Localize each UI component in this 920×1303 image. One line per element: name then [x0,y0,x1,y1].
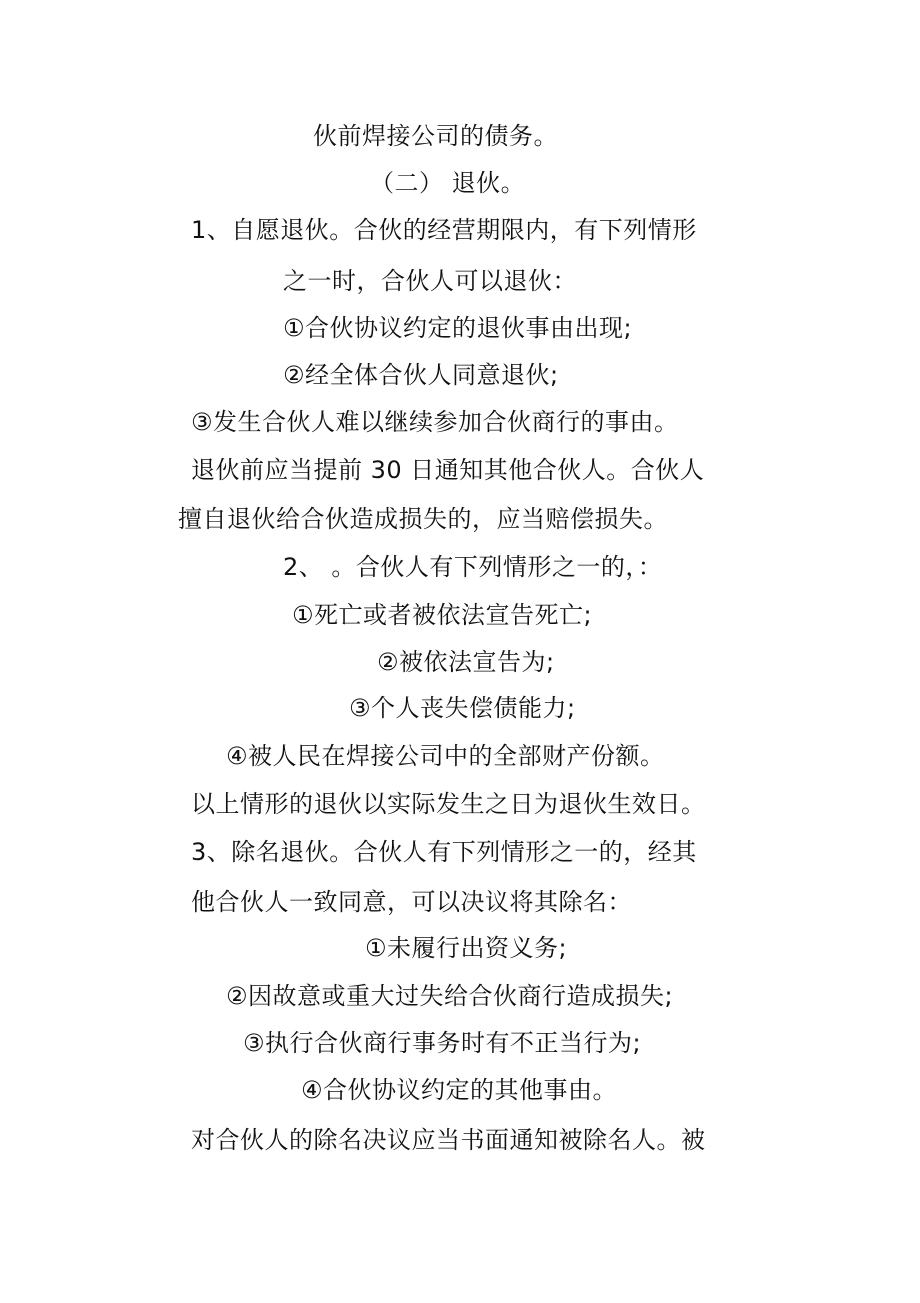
section-heading: （二） 退伙。 [370,169,526,197]
text-line: 对合伙人的除名决议应当书面通知被除名人。被 [191,1126,706,1154]
text-line: 之一时，合伙人可以退伙： [283,267,577,295]
list-item: ②被依法宣告为; [377,648,555,676]
list-item: ①未履行出资义务; [365,934,568,962]
text-line: 以上情形的退伙以实际发生之日为退伙生效日。 [191,790,706,818]
text-line: 退伙前应当提前 30 日通知其他合伙人。合伙人 [191,456,705,484]
list-item: ①死亡或者被依法宣告死亡; [292,601,593,629]
list-item: ③执行合伙商行事务时有不正当行为; [243,1029,642,1057]
list-item: ④合伙协议约定的其他事由。 [301,1076,618,1104]
list-item: ①合伙协议约定的退伙事由出现; [283,314,633,342]
text-line: 擅自退伙给合伙造成损失的，应当赔偿损失。 [178,505,668,533]
list-item: ②经全体合伙人同意退伙; [283,361,559,389]
text-line: 1、自愿退伙。合伙的经营期限内，有下列情形 [191,216,697,244]
text-line: 伙前焊接公司的债务。 [313,122,558,150]
list-item: ④被人民在焊接公司中的全部财产份额。 [226,742,665,770]
list-item: ③个人丧失偿债能力; [349,694,576,722]
list-item: ③发生合伙人难以继续参加合伙商行的事由。 [191,408,679,436]
text-line: 2、 。合伙人有下列情形之一的，： [283,553,663,581]
text-line: 3、除名退伙。合伙人有下列情形之一的，经其 [191,838,697,866]
list-item: ②因故意或重大过失给合伙商行造成损失; [226,982,674,1010]
text-line: 他合伙人一致同意，可以决议将其除名： [191,888,632,916]
